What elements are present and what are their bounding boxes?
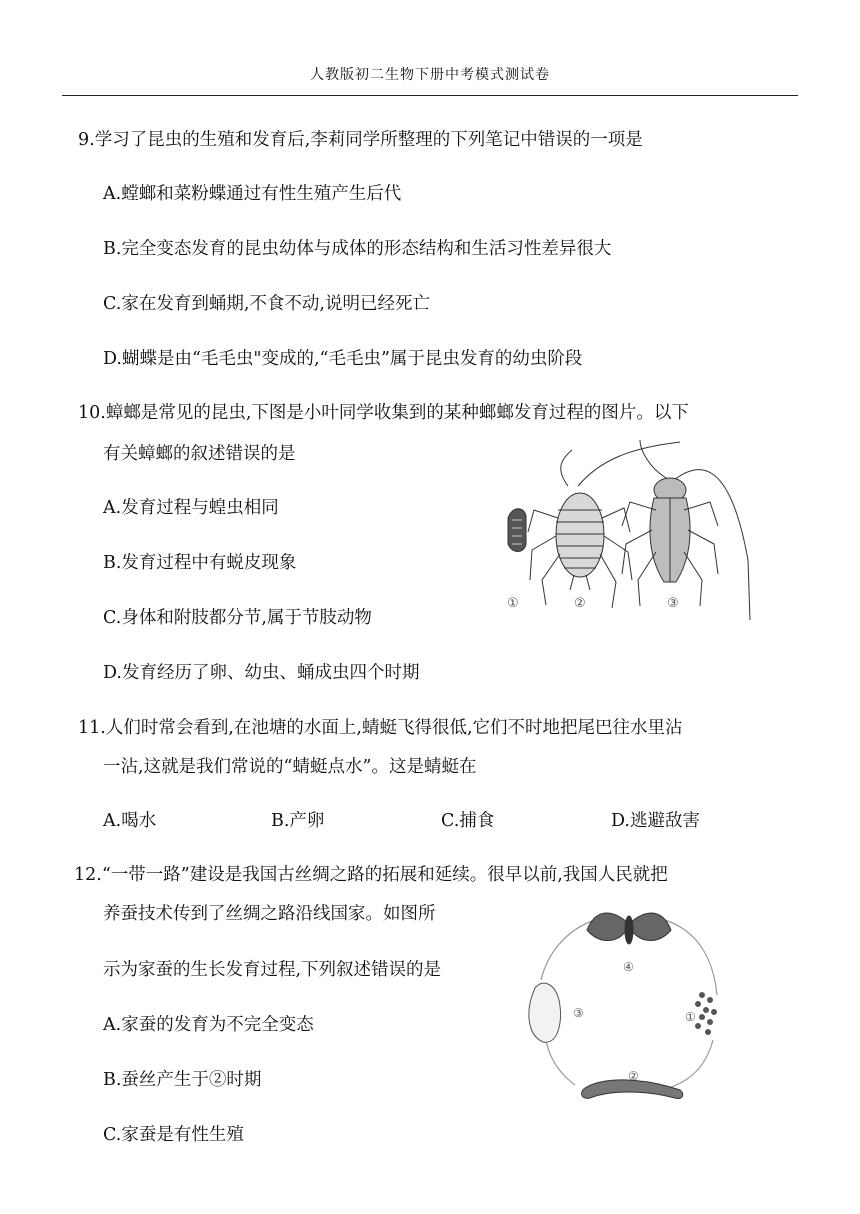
question-9-option-a: A.螳螂和菜粉蝶通过有性生殖产生后代	[103, 184, 402, 204]
question-12-stem: 12.“一带一路”建设是我国古丝绸之路的拓展和延续。很早以前,我国人民就把	[74, 865, 668, 885]
question-12-option-c: C.家蚕是有性生殖	[103, 1125, 244, 1145]
question-11-option-b: B.产卵	[271, 811, 325, 831]
adult-cockroach-illustration	[622, 440, 750, 620]
question-10-option-a: A.发育过程与蝗虫相同	[103, 498, 279, 518]
page-header-title: 人教版初二生物下册中考模式测试卷	[310, 67, 550, 83]
figure-label-2: ②	[574, 596, 586, 611]
question-10-option-d: D.发育经历了卵、幼虫、蛹成虫四个时期	[103, 663, 420, 683]
question-10-stem: 10.蟑螂是常见的昆虫,下图是小叶同学收集到的某种螂螂发育过程的图片。以下	[78, 403, 689, 423]
question-10-option-b: B.发育过程中有蜕皮现象	[103, 553, 297, 573]
question-11-stem-continued: 一沾,这就是我们常说的“蜻蜓点水”。这是蜻蜓在	[103, 757, 477, 777]
question-11-stem: 11.人们时常会看到,在池塘的水面上,蜻蜓飞得很低,它们不时地把尾巴往水里沾	[78, 718, 683, 738]
cycle-label-1: ①	[685, 1010, 696, 1024]
figure-label-3: ③	[667, 596, 679, 611]
question-12-option-a: A.家蚕的发育为不完全变态	[103, 1015, 314, 1035]
moth-illustration	[587, 913, 671, 944]
question-10-option-c: C.身体和附肢都分节,属于节肢动物	[103, 608, 372, 628]
question-11-option-d: D.逃避敌害	[611, 811, 700, 831]
cocoon-illustration	[529, 983, 561, 1042]
question-9-option-c: C.家在发育到蛹期,不食不动,说明已经死亡	[103, 294, 430, 314]
cycle-label-2: ②	[628, 1069, 639, 1083]
figure-label-1: ①	[507, 596, 519, 611]
cycle-label-4: ④	[623, 960, 634, 974]
cycle-label-3: ③	[573, 1006, 584, 1020]
question-9-stem: 9.学习了昆虫的生殖和发育后,李莉同学所整理的下列笔记中错误的一项是	[78, 130, 643, 150]
silkworm-life-cycle-figure	[515, 900, 730, 1115]
question-9-option-d: D.蝴蝶是由“毛毛虫"变成的,“毛毛虫”属于昆虫发育的幼虫阶段	[103, 349, 583, 369]
egg-case-illustration	[508, 509, 526, 552]
eggs-illustration	[695, 992, 717, 1035]
header-divider	[62, 95, 798, 96]
question-12-stem-continued: 养蚕技术传到了丝绸之路沿线国家。如图所	[103, 904, 436, 924]
question-9-option-b: B.完全变态发育的昆虫幼体与成体的形态结构和生活习性差异很大	[103, 239, 612, 259]
question-12-stem-continued-2: 示为家蚕的生长发育过程,下列叙述错误的是	[103, 960, 442, 980]
cockroach-development-figure	[490, 440, 760, 620]
question-11-option-a: A.喝水	[103, 811, 157, 831]
question-10-stem-continued: 有关蟑螂的叙述错误的是	[103, 444, 296, 464]
question-12-option-b: B.蚕丝产生于②时期	[103, 1070, 262, 1090]
question-11-option-c: C.捕食	[441, 811, 495, 831]
